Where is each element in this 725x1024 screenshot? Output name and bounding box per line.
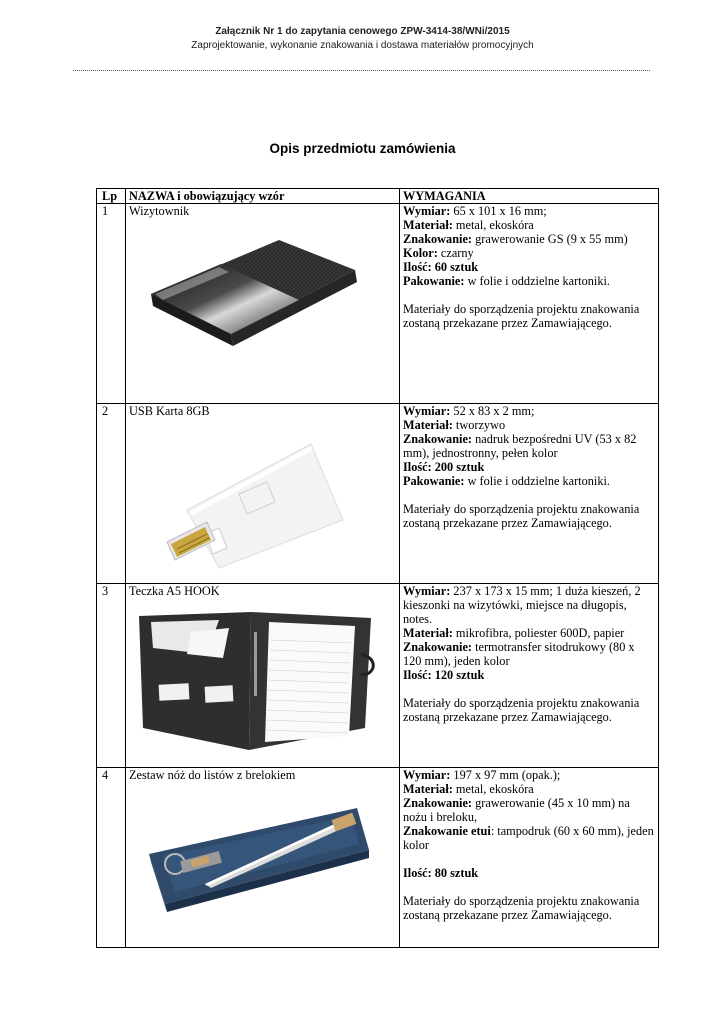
- table-row: [97, 404, 659, 584]
- req-label: Materiał:: [403, 418, 453, 432]
- req-line: [403, 768, 656, 782]
- req-note: Materiały do sporządzenia projektu znakowania zostaną przekazane przez Zamawiającego.: [403, 302, 640, 330]
- req-label: Wymiar:: [403, 204, 451, 218]
- req-label: Pakowanie:: [403, 274, 465, 288]
- req-label: Znakowanie:: [403, 232, 473, 246]
- requirements-cell: [400, 404, 659, 584]
- req-text: nadruk bezpośredni UV (53 x 82 mm), jednostronny, pełen kolor: [403, 432, 637, 460]
- header-divider: [73, 70, 650, 71]
- req-line: [403, 246, 656, 260]
- req-label: Ilość: 80 sztuk: [403, 866, 479, 880]
- req-label: Wymiar:: [403, 768, 451, 782]
- req-text: w folie i oddzielne kartoniki.: [464, 274, 610, 288]
- req-line: [403, 626, 656, 640]
- table-row: [97, 204, 659, 404]
- business-card-holder-image: [129, 222, 369, 352]
- req-line: [403, 274, 656, 288]
- req-text: 237 x 173 x 15 mm; 1 duża kieszeń, 2 kieszonki na wizytówki, miejsce na długopis, notes.: [403, 584, 641, 626]
- usb-card-image: [129, 422, 369, 572]
- req-text: 65 x 101 x 16 mm;: [450, 204, 547, 218]
- row-number: 4: [97, 768, 126, 948]
- req-text: 52 x 83 x 2 mm;: [450, 404, 535, 418]
- req-line: [403, 584, 656, 626]
- table-row: [97, 768, 659, 948]
- req-line: [403, 204, 656, 218]
- product-cell: [126, 404, 400, 584]
- spacer: [403, 682, 656, 696]
- spacer: [403, 488, 656, 502]
- req-text: metal, ekoskóra: [452, 218, 534, 232]
- a5-folder-image: [129, 602, 381, 752]
- req-label: Materiał:: [403, 218, 453, 232]
- spacer: [403, 852, 656, 866]
- header-name: NAZWA i obowiązujący wzór: [126, 189, 400, 204]
- spacer: [403, 880, 656, 894]
- product-name: Wizytownik: [129, 204, 190, 218]
- req-label: Ilość: 60 sztuk: [403, 260, 479, 274]
- req-note: Materiały do sporządzenia projektu znakowania zostaną przekazane przez Zamawiającego.: [403, 502, 640, 530]
- req-line: [403, 260, 656, 274]
- req-label: Kolor:: [403, 246, 438, 260]
- product-name: Teczka A5 HOOK: [129, 584, 220, 598]
- product-name: Zestaw nóż do listów z brelokiem: [129, 768, 296, 782]
- req-text: czarny: [437, 246, 474, 260]
- document-header-title: Załącznik Nr 1 do zapytania cenowego ZPW-3414-38/WNi/2015: [215, 26, 510, 37]
- req-label: Wymiar:: [403, 584, 451, 598]
- requirements-cell: [400, 768, 659, 948]
- req-line: [403, 866, 656, 880]
- page-title: Opis przedmiotu zamówienia: [269, 141, 456, 156]
- req-text: grawerowanie GS (9 x 55 mm): [472, 232, 628, 246]
- req-label: Materiał:: [403, 626, 453, 640]
- requirements-cell: [400, 584, 659, 768]
- req-line: [403, 418, 656, 432]
- header-lp: Lp: [97, 189, 126, 204]
- req-label: Znakowanie etui: [403, 824, 491, 838]
- requirements-cell: [400, 204, 659, 404]
- table-row: [97, 584, 659, 768]
- req-text: tworzywo: [452, 418, 506, 432]
- product-cell: [126, 768, 400, 948]
- req-line: [403, 640, 656, 668]
- req-note: Materiały do sporządzenia projektu znakowania zostaną przekazane przez Zamawiającego.: [403, 696, 640, 724]
- req-text: grawerowanie (45 x 10 mm) na nożu i breloku,: [403, 796, 630, 824]
- req-label: Ilość: 200 sztuk: [403, 460, 485, 474]
- req-line: [403, 404, 656, 418]
- req-label: Pakowanie:: [403, 474, 465, 488]
- req-line: [403, 474, 656, 488]
- table-header-row: [97, 189, 659, 204]
- specification-table: [96, 188, 659, 948]
- letter-opener-keyring-set-image: [129, 786, 381, 914]
- req-line: [403, 232, 656, 246]
- row-number: 3: [97, 584, 126, 768]
- req-label: Znakowanie:: [403, 796, 473, 810]
- req-line: [403, 796, 656, 824]
- req-label: Znakowanie:: [403, 432, 473, 446]
- document-header-subtitle: Zaprojektowanie, wykonanie znakowania i dostawa materiałów promocyjnych: [191, 40, 534, 51]
- header-requirements: WYMAGANIA: [400, 189, 659, 204]
- req-text: mikrofibra, poliester 600D, papier: [452, 626, 625, 640]
- req-text: : tampodruk (60 x 60 mm), jeden kolor: [403, 824, 654, 852]
- product-cell: [126, 204, 400, 404]
- spacer: [403, 288, 656, 302]
- req-label: Ilość: 120 sztuk: [403, 668, 485, 682]
- req-label: Wymiar:: [403, 404, 451, 418]
- req-line: [403, 218, 656, 232]
- req-line: [403, 668, 656, 682]
- req-text: 197 x 97 mm (opak.);: [450, 768, 561, 782]
- req-line: [403, 824, 656, 852]
- req-line: [403, 432, 656, 460]
- req-text: metal, ekoskóra: [452, 782, 534, 796]
- product-name: USB Karta 8GB: [129, 404, 210, 418]
- row-number: 2: [97, 404, 126, 584]
- req-text: w folie i oddzielne kartoniki.: [464, 474, 610, 488]
- req-note: Materiały do sporządzenia projektu znakowania zostaną przekazane przez Zamawiającego.: [403, 894, 640, 922]
- req-label: Znakowanie:: [403, 640, 473, 654]
- req-label: Materiał:: [403, 782, 453, 796]
- row-number: 1: [97, 204, 126, 404]
- req-line: [403, 782, 656, 796]
- req-text: termotransfer sitodrukowy (80 x 120 mm), jeden kolor: [403, 640, 635, 668]
- product-cell: [126, 584, 400, 768]
- req-line: [403, 460, 656, 474]
